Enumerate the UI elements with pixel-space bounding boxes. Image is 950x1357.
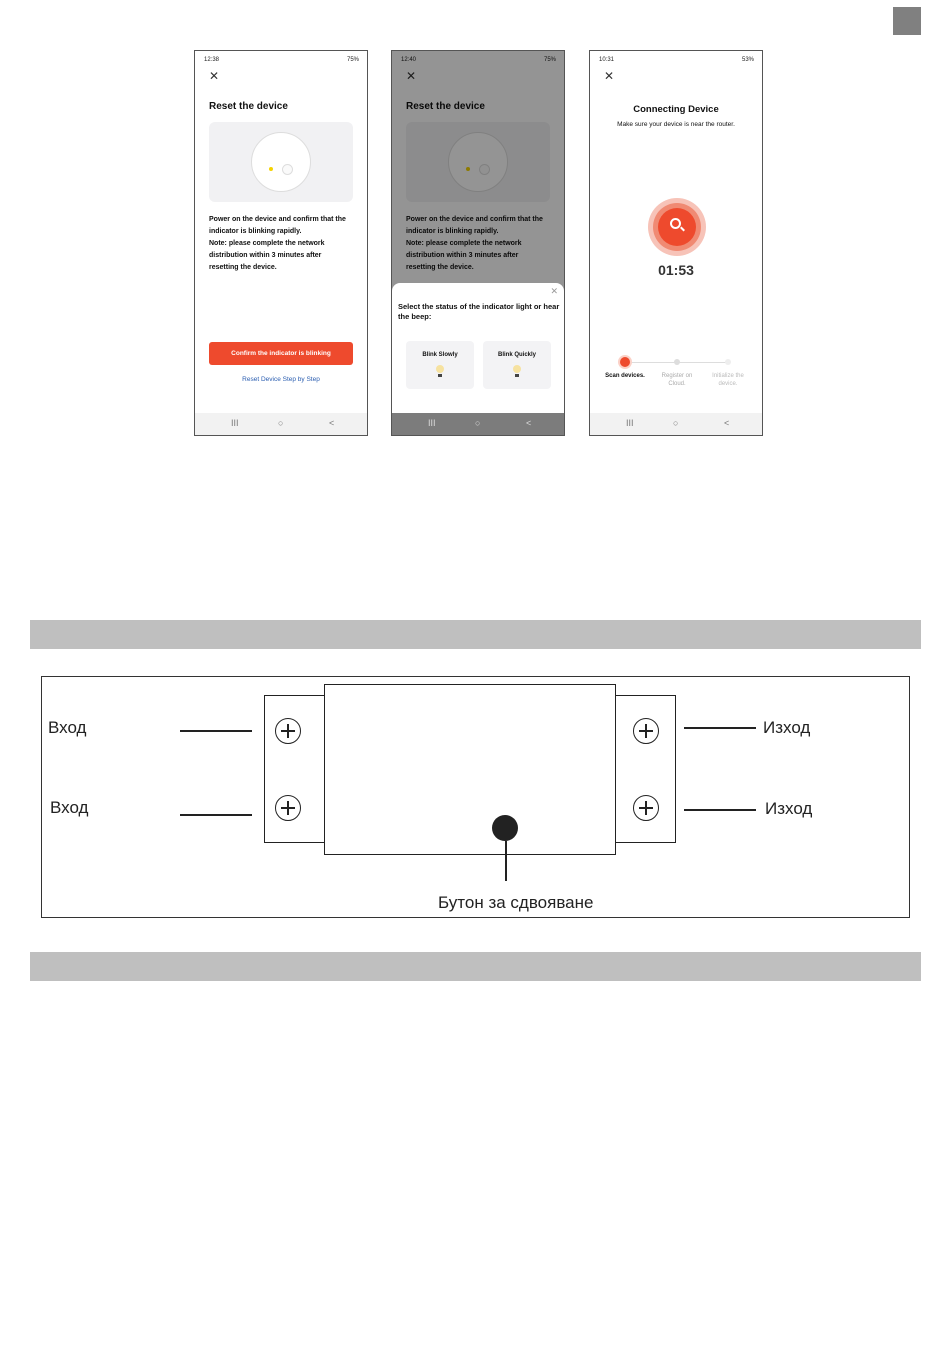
option-label: Blink Quickly [497,352,536,358]
recent-apps-icon[interactable]: III [626,418,634,428]
reset-step-by-step-link[interactable]: Reset Device Step by Step [242,376,320,383]
back-icon[interactable]: < [724,418,730,428]
indicator-status-sheet [392,283,564,415]
status-time: 12:38 [204,57,220,63]
status-bar [590,51,762,69]
instruction-line: Note: please complete the network [406,240,522,247]
instruction-line: distribution within 3 minutes after [209,252,322,259]
status-bar [195,51,367,69]
recent-apps-icon[interactable]: III [428,418,436,428]
close-icon[interactable]: ✕ [550,286,558,296]
input-top-label: Вход [48,718,87,737]
back-icon[interactable]: < [329,418,335,428]
blink-quickly-option[interactable] [483,341,551,389]
confirm-blinking-button[interactable]: Confirm the indicator is blinking [209,342,353,365]
output-terminal-top-icon [633,718,659,744]
output-top-label: Изход [763,718,811,737]
screen-title: Reset the device [209,101,288,112]
input-terminal-bottom-icon [275,795,301,821]
section-header-bar [30,620,921,649]
android-nav-bar [195,413,367,435]
home-icon[interactable]: ○ [278,418,284,428]
pairing-button-label: Бутон за сдвояване [438,893,594,912]
step-label-register: Register on Cloud. [661,373,693,387]
android-nav-bar [392,413,564,435]
close-icon[interactable]: ✕ [209,69,220,83]
device-illustration [209,122,353,202]
step-dot [725,359,731,365]
battery-level: 53% [741,57,754,63]
home-icon[interactable]: ○ [475,418,481,428]
device-image [251,132,311,192]
blink-slowly-option[interactable] [406,341,474,389]
status-time: 12:40 [401,57,417,63]
phone-screen-select-status [391,50,565,436]
section-header-bar [30,952,921,981]
bulb-base-icon [438,374,442,377]
input-top-leader [180,730,252,732]
countdown-timer: 01:53 [658,262,694,278]
recent-apps-icon[interactable]: III [231,418,239,428]
instructions-text [209,214,359,274]
instruction-line: indicator is blinking rapidly. [209,228,302,235]
instruction-line: Power on the device and confirm that the [209,216,346,223]
output-bottom-label: Изход [765,799,813,818]
battery-level: 75% [543,57,556,63]
android-nav-bar [590,413,762,435]
close-icon[interactable]: ✕ [604,69,615,83]
step-label-initialize: Initialize the device. [712,373,744,387]
input-bottom-label: Вход [50,798,89,817]
phone-screen-reset [194,50,368,436]
bulb-base-icon [515,374,519,377]
step-label-scan: Scan devices. [605,373,645,379]
screen-title: Connecting Device [633,104,719,115]
back-icon[interactable]: < [526,418,532,428]
bulb-icon [513,365,521,373]
instruction-line: distribution within 3 minutes after [406,252,519,259]
instruction-line: Note: please complete the network [209,240,325,247]
status-time: 10:31 [599,57,615,63]
output-bottom-leader [684,809,756,811]
instruction-line: resetting the device. [209,264,277,271]
indicator-light [269,167,273,171]
instruction-line: resetting the device. [406,264,474,271]
pairing-button [492,815,518,841]
step-dot-active [620,357,630,367]
output-top-leader [684,727,756,729]
close-icon[interactable]: ✕ [406,69,417,83]
instruction-line: Power on the device and confirm that the [406,216,543,223]
battery-level: 75% [346,57,359,63]
home-icon[interactable]: ○ [673,418,679,428]
instruction-line: indicator is blinking rapidly. [406,228,499,235]
option-label: Blink Slowly [422,352,458,358]
input-bottom-leader [180,814,252,816]
bulb-icon [436,365,444,373]
step-dot [674,359,680,365]
input-terminal-top-icon [275,718,301,744]
reset-button-image [282,164,293,175]
output-terminal-bottom-icon [633,795,659,821]
sheet-title: Select the status of the indicator light or hear the beep: [398,302,560,321]
page-corner-marker [893,7,921,35]
screen-title: Reset the device [406,101,485,112]
pairing-button-leader [505,841,507,881]
phone-screen-connecting [589,50,763,436]
module-body [324,684,616,855]
screen-subtitle: Make sure your device is near the router. [617,121,735,128]
